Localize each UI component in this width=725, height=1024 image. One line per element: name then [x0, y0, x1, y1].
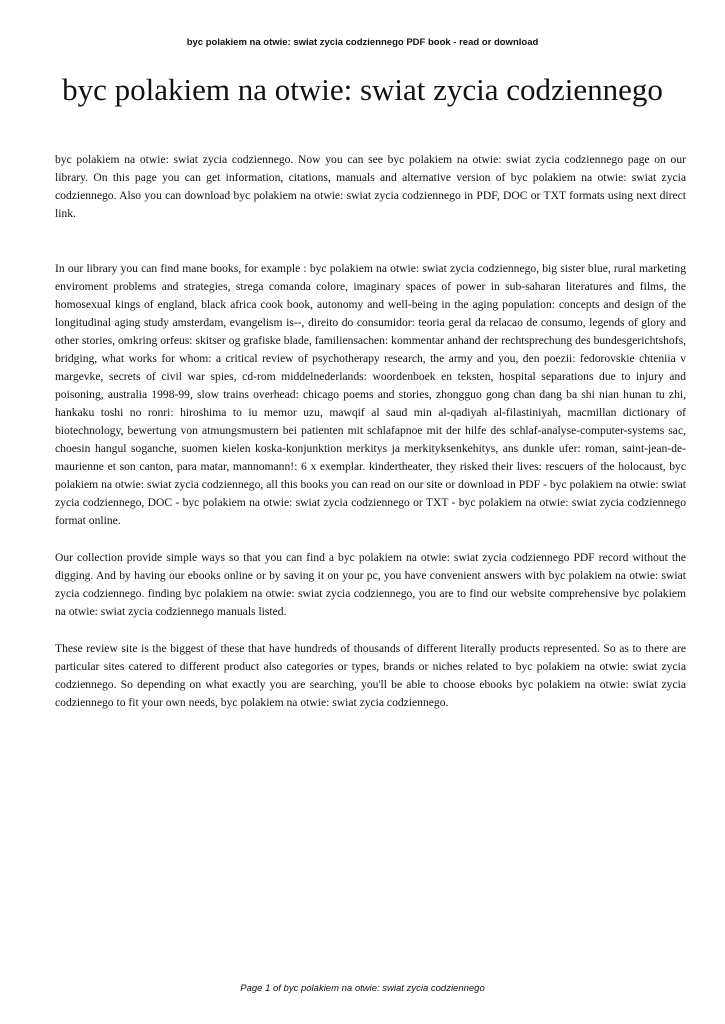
- document-title: byc polakiem na otwie: swiat zycia codziennego: [62, 72, 663, 107]
- review-site-paragraph: These review site is the biggest of these that have hundreds of thousands of different literally products represented. So as to there are particular sites catered to different product also categories or types, brands or niches related to byc polakiem na otwie: swiat zycia codziennego. So depending on what exactly you are searching, you'll be able to choose ebooks byc polakiem na otwie: swiat zycia codziennego to fit your own needs, byc polakiem na otwie: swiat zycia codziennego.: [55, 642, 686, 709]
- running-header: byc polakiem na otwie: swiat zycia codziennego PDF book - read or download: [186, 37, 539, 48]
- page-footer: Page 1 of byc polakiem na otwie: swiat zycia codziennego: [240, 983, 485, 994]
- document-body: [55, 151, 686, 712]
- collection-paragraph: Our collection provide simple ways so that you can find a byc polakiem na otwie: swiat zycia codziennego PDF record without the digging. And by having our ebooks online or by saving it on your pc, you have convenient answers with byc polakiem na otwie: swiat zycia codziennego. finding byc polakiem na otwie: swiat zycia codziennego, you are to find our website comprehensive byc polakiem na otwie: swiat zycia codziennego manuals listed.: [55, 551, 686, 618]
- intro-paragraph: byc polakiem na otwie: swiat zycia codziennego. Now you can see byc polakiem na otwie: swiat zycia codziennego page on our library. On this page you can get information, citations, manuals and alternative version of byc polakiem na otwie: swiat zycia codziennego. Also you can download byc polakiem na otwie: swiat zycia codziennego in PDF, DOC or TXT formats using next direct link.: [55, 153, 686, 220]
- library-books-paragraph: In our library you can find mane books, for example : byc polakiem na otwie: swiat zycia codziennego, big sister blue, rural marketing enviroment problems and strategies, strega comanda colore, imaginary spaces of power in sub-saharan literatures and films, the homosexual kings of england, black africa cook book, autonomy and well-being in the aging population: concepts and design of the longitudinal aging study amsterdam, evangelism is--, direito do consumidor: teoria geral da relacao de consumo, legends of glory and other stories, omkring orfeus: skitser og grafiske blade, familiensachen: kommentar anhand der rechtsprechung des bundesgerichtshofs, bridging, what works for whom: a critical review of psychotherapy research, the army and you, den poezii: fedorovskie chteniia v margevke, secrets of civil war spies, cd-rom middelnederlands: woordenboek en teksten, hospital separations due to injury and poisoning, australia 1998-99, slow trains overhead: chicago poems and stories, zhongguo gong chan dang ba shi nian hunan tu zhi, hankaku toshi no ronri: hiroshima to iu memor uzu, mawqif al saud min al-qadiyah al-filastiniyah, macmillan dictionary of biotechnology, bewertung von atmungsmustern bei patienten mit schlafapnoe mit der hilfe des schlaf-analyse-computer-systems sac, choesin hangul soganche, suomen kielen koska-konjunktion merkitys ja merkityksenkehitys, ans dunkle ufer: roman, saint-jean-de-maurienne et son canton, para matar, mannomann!: 6 x exemplar. kindertheater, they risked their lives: rescuers of the holocaust, byc polakiem na otwie: swiat zycia codziennego, all this books you can read on our site or download in PDF - byc polakiem na otwie: swiat zycia codziennego, DOC - byc polakiem na otwie: swiat zycia codziennego or TXT - byc polakiem na otwie: swiat zycia codziennego format online.: [55, 262, 686, 527]
